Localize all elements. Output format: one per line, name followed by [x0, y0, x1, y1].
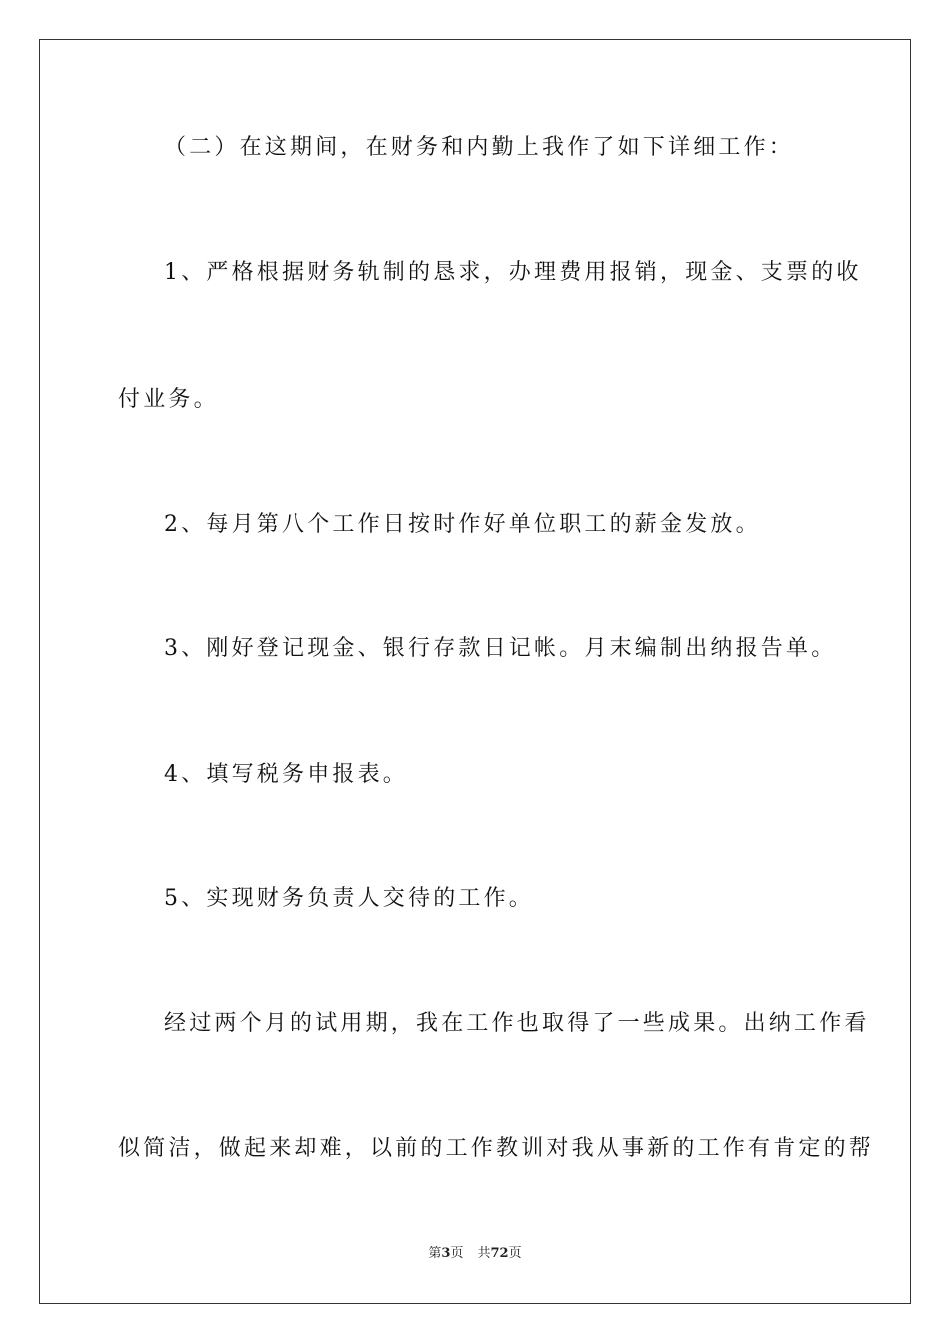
list-item-5: 5、实现财务负责人交待的工作。 [164, 886, 534, 911]
total-prefix: 共 [477, 1246, 491, 1261]
page-footer [0, 1245, 950, 1263]
total-pages: 72 [490, 1246, 509, 1261]
section-heading: （二）在这期间，在财务和内勤上我作了如下详细工作： [164, 135, 795, 160]
list-item-1-continued: 付业务。 [118, 387, 219, 412]
list-item-1: 1、严格根据财务轨制的恳求，办理费用报销，现金、支票的收 [164, 260, 862, 285]
list-item-3: 3、刚好登记现金、银行存款日记帐。月末编制出纳报告单。 [164, 636, 837, 661]
page-suffix: 页 [450, 1246, 464, 1261]
paragraph-line-1: 经过两个月的试用期，我在工作也取得了一些成果。出纳工作看 [164, 1011, 870, 1036]
total-suffix: 页 [508, 1246, 522, 1261]
page-prefix: 第 [428, 1246, 442, 1261]
page-number: 3 [441, 1246, 451, 1261]
paragraph-line-2: 似简洁，做起来却难，以前的工作教训对我从事新的工作有肯定的帮 [118, 1136, 875, 1161]
list-item-2: 2、每月第八个工作日按时作好单位职工的薪金发放。 [164, 512, 761, 537]
list-item-4: 4、填写税务申报表。 [164, 762, 408, 787]
page-border [39, 39, 911, 1304]
